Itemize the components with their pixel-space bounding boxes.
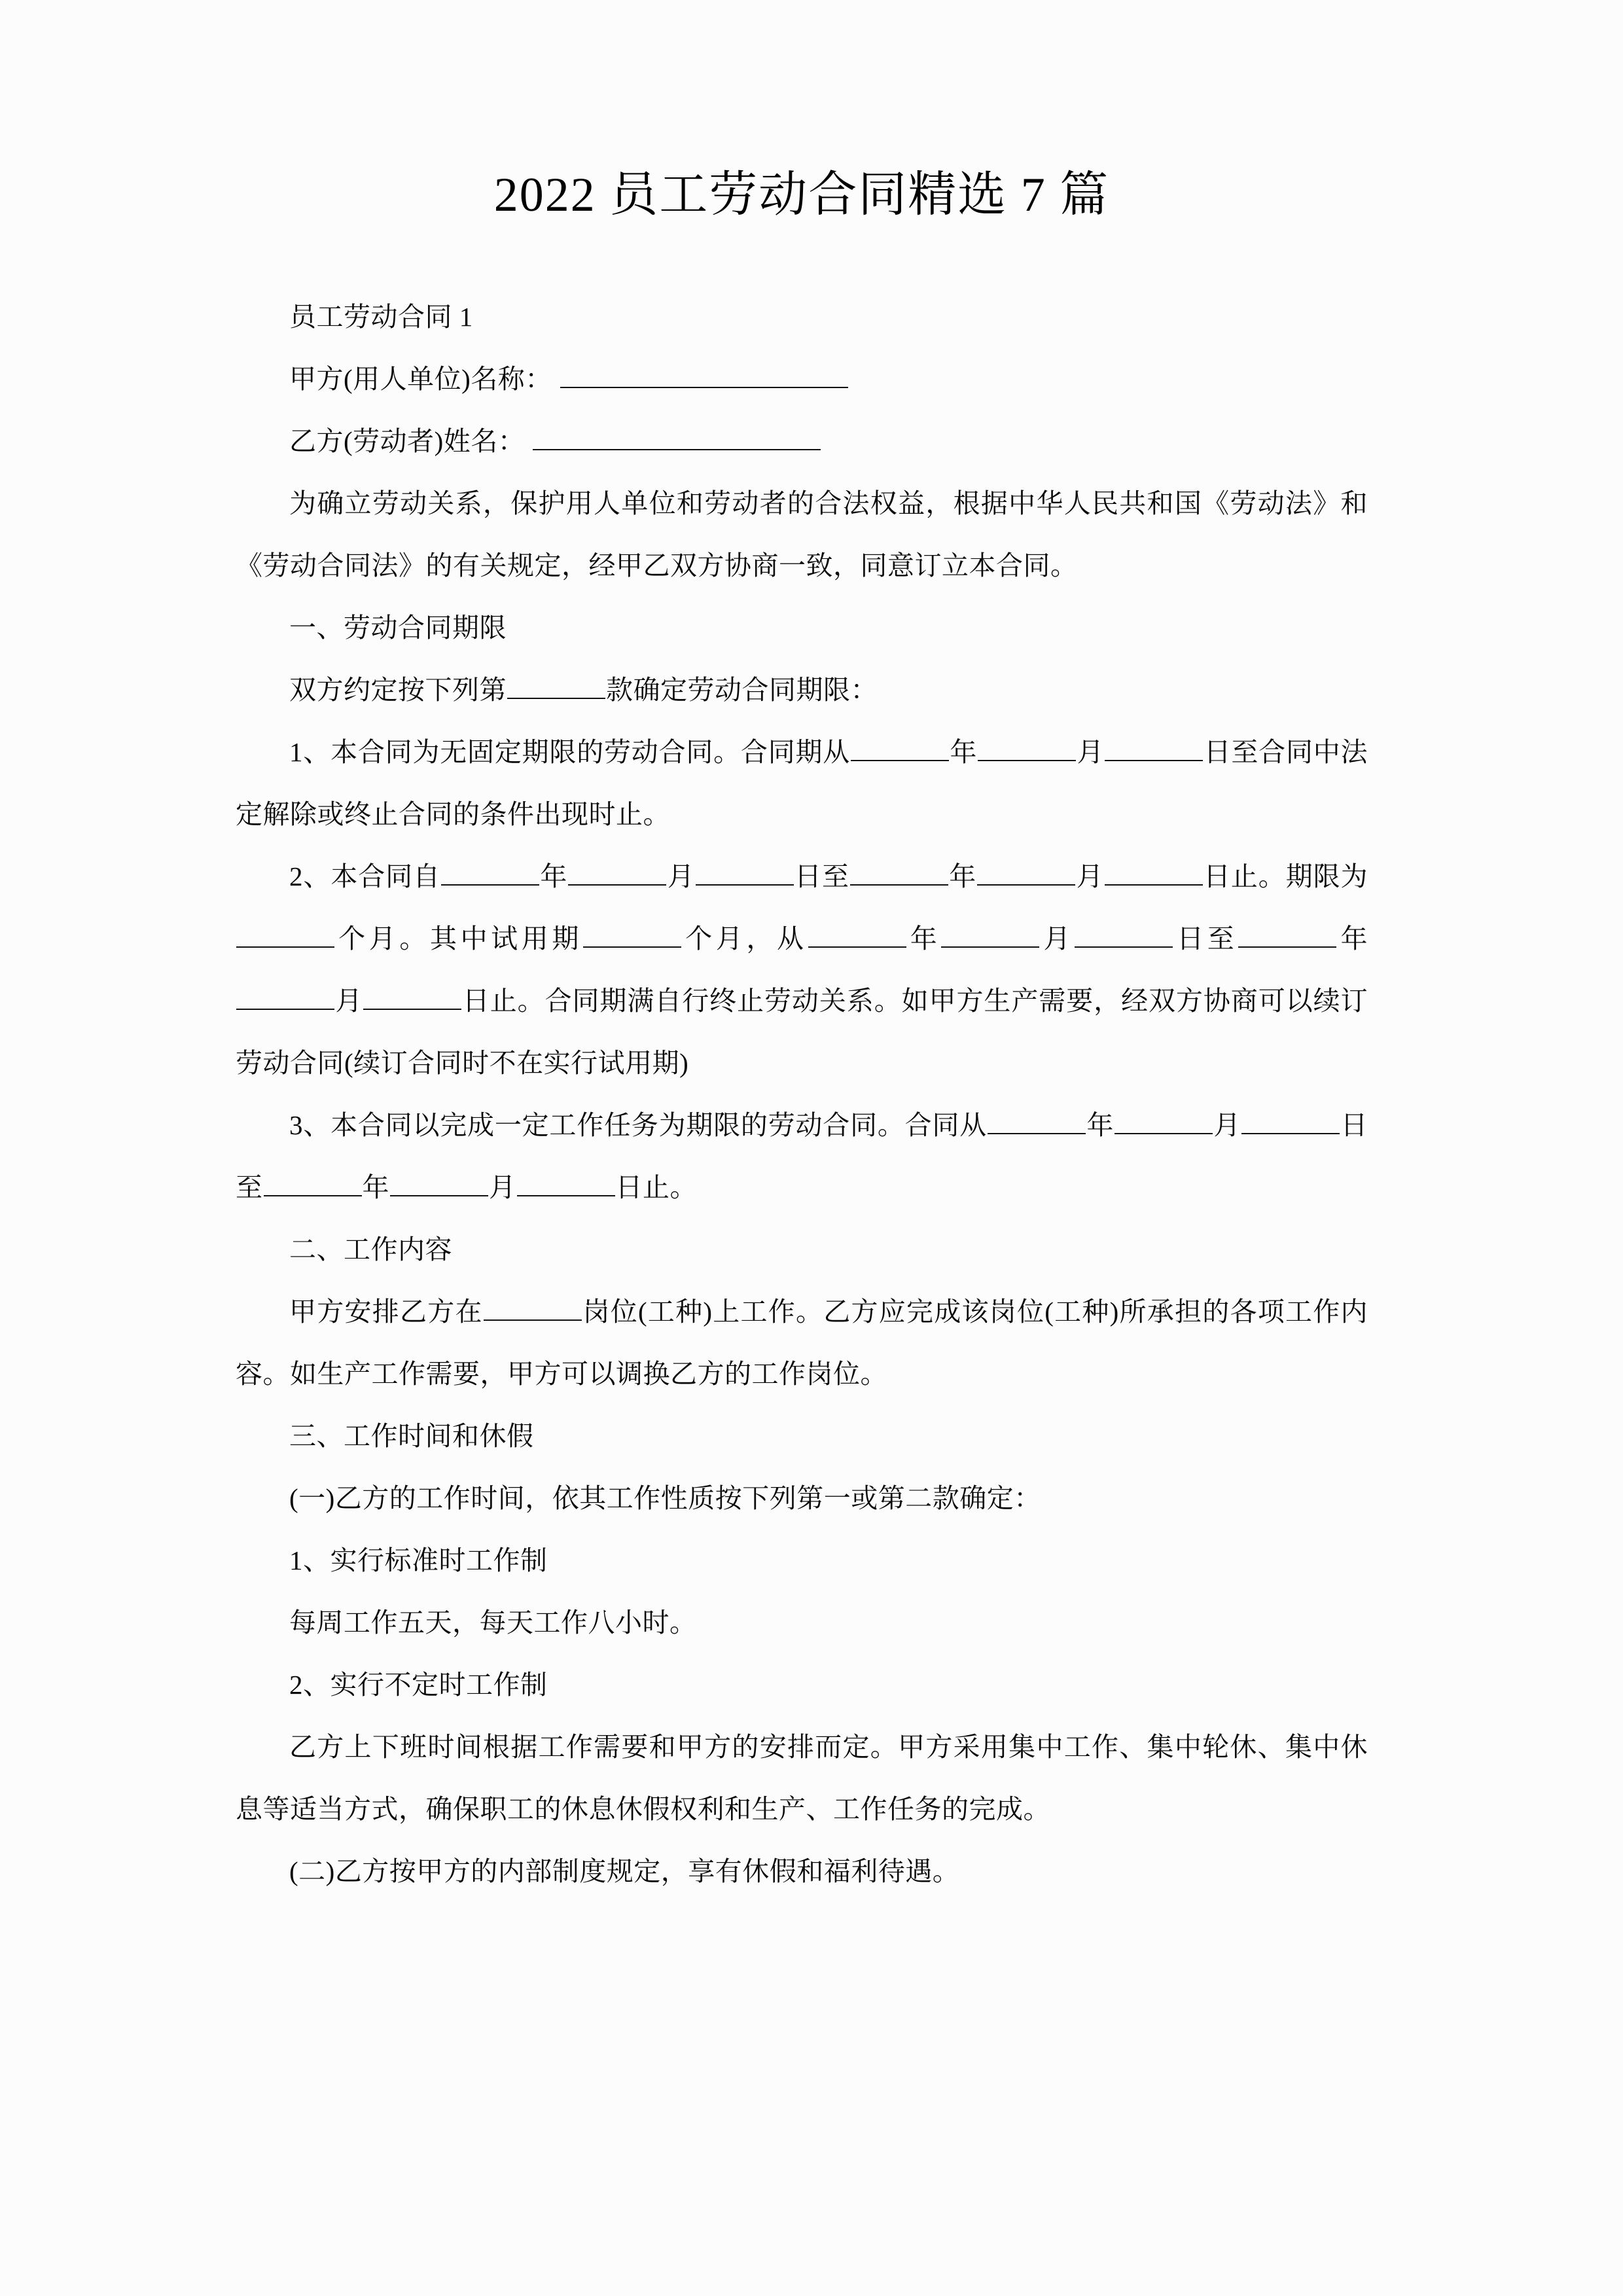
fill-in-blank[interactable] bbox=[507, 672, 605, 698]
worktime-intro bbox=[236, 1467, 1368, 1530]
term-item-3 bbox=[236, 1094, 1368, 1219]
text-run: 日至合同中法定解除或终止合同的条件出现时止。 bbox=[236, 736, 1368, 829]
document-body bbox=[236, 286, 1368, 1903]
fill-in-blank[interactable] bbox=[363, 982, 461, 1009]
holiday-welfare-text: (二)乙方按甲方的内部制度规定，享有休假和福利待遇。 bbox=[289, 1856, 960, 1886]
preamble-text: 为确立劳动关系，保护用人单位和劳动者的合法权益，根据中华人民共和国《劳动法》和《劳动合同法》的有关规定，经甲乙双方协商一致，同意订立本合同。 bbox=[236, 488, 1368, 581]
text-run: 月 bbox=[1076, 861, 1104, 891]
worktime-intro-text: (一)乙方的工作时间，依其工作性质按下列第一或第二款确定： bbox=[289, 1482, 1041, 1513]
text-run: 月 bbox=[1213, 1109, 1241, 1140]
fill-in-blank[interactable] bbox=[533, 423, 821, 450]
text-run: 2、本合同自 bbox=[289, 861, 440, 891]
fill-in-blank[interactable] bbox=[1115, 1107, 1213, 1134]
fill-in-blank[interactable] bbox=[390, 1169, 488, 1196]
worktime-item-1 bbox=[236, 1530, 1368, 1592]
fill-in-blank[interactable] bbox=[941, 920, 1039, 947]
text-run: 月 bbox=[667, 861, 695, 891]
worktime-item-1-detail bbox=[236, 1592, 1368, 1654]
text-run: 年 bbox=[1337, 923, 1368, 954]
text-run: 个月，从 bbox=[682, 923, 808, 954]
heading-contract-1 bbox=[236, 286, 1368, 348]
text-run: 日止。合同期满自行终止劳动关系。如甲方生产需要，经双方协商可以续订劳动合同(续订合同时不在实行试用期) bbox=[236, 985, 1368, 1078]
fill-in-blank[interactable] bbox=[568, 858, 666, 885]
heading-contract-1-text: 员工劳动合同 1 bbox=[289, 301, 473, 332]
text-run: 年 bbox=[906, 923, 941, 954]
worktime-item-2-text: 2、实行不定时工作制 bbox=[289, 1669, 548, 1700]
text-run: 日至 bbox=[1173, 923, 1238, 954]
section-2-heading-text: 二、工作内容 bbox=[289, 1234, 452, 1265]
fill-in-blank[interactable] bbox=[1105, 858, 1203, 885]
text-run: 月 bbox=[489, 1172, 516, 1202]
fill-in-blank[interactable] bbox=[1241, 1107, 1340, 1134]
section-3-heading bbox=[236, 1405, 1368, 1467]
preamble bbox=[236, 473, 1368, 597]
worktime-item-1-detail-text: 每周工作五天，每天工作八小时。 bbox=[289, 1607, 697, 1638]
fill-in-blank[interactable] bbox=[236, 920, 334, 947]
fill-in-blank[interactable] bbox=[1075, 920, 1173, 947]
text-run: 月 bbox=[335, 985, 363, 1016]
section-1-heading bbox=[236, 597, 1368, 659]
fill-in-blank[interactable] bbox=[236, 982, 334, 1009]
party-a-name bbox=[236, 348, 1368, 410]
fill-in-blank[interactable] bbox=[517, 1169, 615, 1196]
fill-in-blank[interactable] bbox=[441, 858, 539, 885]
party-b-name bbox=[236, 410, 1368, 473]
text-run: 日止。期限为 bbox=[1203, 861, 1368, 891]
fill-in-blank[interactable] bbox=[978, 734, 1076, 761]
fill-in-blank[interactable] bbox=[808, 920, 906, 947]
term-item-1 bbox=[236, 721, 1368, 846]
fill-in-blank[interactable] bbox=[851, 734, 949, 761]
text-run: 日止。 bbox=[615, 1172, 697, 1202]
fill-in-blank[interactable] bbox=[850, 858, 948, 885]
text-run: 款确定劳动合同期限： bbox=[606, 674, 878, 705]
section-3-heading-text: 三、工作时间和休假 bbox=[289, 1420, 534, 1451]
text-run: 年 bbox=[950, 736, 978, 767]
term-intro bbox=[236, 659, 1368, 721]
text-run: 1、本合同为无固定期限的劳动合同。合同期从 bbox=[289, 736, 851, 767]
text-run: 日至 bbox=[794, 861, 849, 891]
fill-in-blank[interactable] bbox=[977, 858, 1075, 885]
worktime-item-2-detail-text: 乙方上下班时间根据工作需要和甲方的安排而定。甲方采用集中工作、集中轮休、集中休息等适当方式，确保职工的休息休假权利和生产、工作任务的完成。 bbox=[236, 1731, 1368, 1824]
text-run: 个月。其中试用期 bbox=[335, 923, 583, 954]
fill-in-blank[interactable] bbox=[988, 1107, 1086, 1134]
page-title: 2022 员工劳动合同精选 7 篇 bbox=[493, 168, 1110, 222]
fill-in-blank[interactable] bbox=[264, 1169, 362, 1196]
work-content bbox=[236, 1281, 1368, 1405]
holiday-welfare bbox=[236, 1840, 1368, 1903]
fill-in-blank[interactable] bbox=[583, 920, 681, 947]
party-b-name-label: 乙方(劳动者)姓名： bbox=[289, 425, 526, 456]
fill-in-blank[interactable] bbox=[1105, 734, 1203, 761]
worktime-item-2 bbox=[236, 1654, 1368, 1716]
section-2-heading bbox=[236, 1219, 1368, 1281]
text-run: 年 bbox=[362, 1172, 389, 1202]
fill-in-blank[interactable] bbox=[484, 1293, 582, 1320]
worktime-item-2-detail bbox=[236, 1716, 1368, 1840]
text-run: 年 bbox=[948, 861, 977, 891]
section-1-heading-text: 一、劳动合同期限 bbox=[289, 612, 507, 643]
worktime-item-1-text: 1、实行标准时工作制 bbox=[289, 1545, 548, 1575]
text-run: 月 bbox=[1077, 736, 1105, 767]
text-run: 双方约定按下列第 bbox=[289, 674, 507, 705]
text-run: 岗位(工种)上工作。乙方应完成该岗位(工种)所承担的各项工作内容。如生产工作需要，甲方可以调换乙方的工作岗位。 bbox=[236, 1296, 1368, 1389]
text-run: 甲方安排乙方在 bbox=[289, 1296, 483, 1327]
text-run: 3、本合同以完成一定工作任务为期限的劳动合同。合同从 bbox=[289, 1109, 988, 1140]
fill-in-blank[interactable] bbox=[1238, 920, 1336, 947]
text-run: 年 bbox=[1086, 1109, 1115, 1140]
text-run: 年 bbox=[539, 861, 568, 891]
fill-in-blank[interactable] bbox=[560, 361, 848, 387]
fill-in-blank[interactable] bbox=[696, 858, 794, 885]
party-a-name-label: 甲方(用人单位)名称： bbox=[289, 363, 552, 394]
text-run: 月 bbox=[1040, 923, 1075, 954]
text-run: 日至 bbox=[236, 1109, 1368, 1202]
term-item-2 bbox=[236, 846, 1368, 1094]
